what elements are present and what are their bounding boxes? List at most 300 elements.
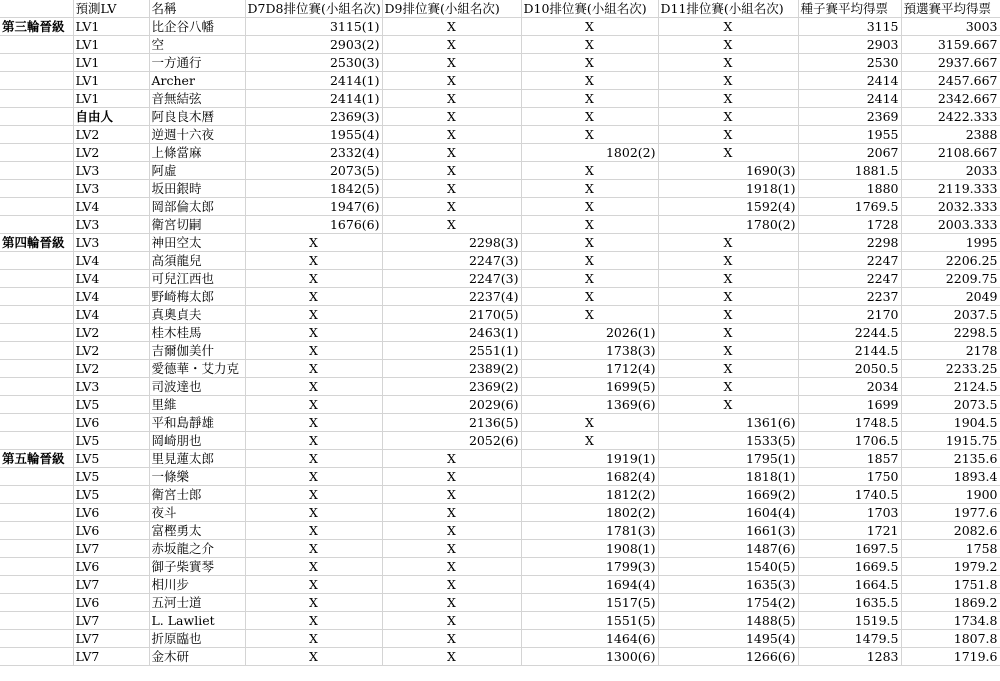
- seed-avg-cell[interactable]: 2034: [798, 378, 901, 396]
- header-cell-group[interactable]: [0, 0, 73, 18]
- d9-cell[interactable]: X: [382, 162, 521, 180]
- level-cell[interactable]: LV1: [73, 54, 149, 72]
- level-cell[interactable]: LV3: [73, 378, 149, 396]
- d7d8-cell[interactable]: 1947(6): [245, 198, 382, 216]
- level-cell[interactable]: LV5: [73, 486, 149, 504]
- group-cell[interactable]: [0, 162, 73, 180]
- prelim-avg-cell[interactable]: 2003.333: [901, 216, 1000, 234]
- d7d8-cell[interactable]: X: [245, 648, 382, 666]
- level-cell[interactable]: LV3: [73, 162, 149, 180]
- d9-cell[interactable]: 2369(2): [382, 378, 521, 396]
- d9-cell[interactable]: X: [382, 558, 521, 576]
- d10-cell[interactable]: 1781(3): [521, 522, 658, 540]
- d11-cell[interactable]: X: [658, 36, 798, 54]
- d11-cell[interactable]: X: [658, 306, 798, 324]
- name-cell[interactable]: 富樫勇太: [149, 522, 245, 540]
- level-cell[interactable]: LV2: [73, 126, 149, 144]
- d7d8-cell[interactable]: X: [245, 270, 382, 288]
- prelim-avg-cell[interactable]: 1915.75: [901, 432, 1000, 450]
- d10-cell[interactable]: 1300(6): [521, 648, 658, 666]
- name-cell[interactable]: 可兒江西也: [149, 270, 245, 288]
- level-cell[interactable]: LV1: [73, 18, 149, 36]
- d7d8-cell[interactable]: X: [245, 396, 382, 414]
- name-cell[interactable]: 岡部倫太郎: [149, 198, 245, 216]
- group-cell[interactable]: [0, 630, 73, 648]
- name-cell[interactable]: 平和島靜雄: [149, 414, 245, 432]
- d11-cell[interactable]: X: [658, 90, 798, 108]
- group-cell[interactable]: [0, 252, 73, 270]
- prelim-avg-cell[interactable]: 2135.6: [901, 450, 1000, 468]
- d9-cell[interactable]: 2247(3): [382, 252, 521, 270]
- d9-cell[interactable]: X: [382, 18, 521, 36]
- level-cell[interactable]: 自由人: [73, 108, 149, 126]
- prelim-avg-cell[interactable]: 2124.5: [901, 378, 1000, 396]
- d11-cell[interactable]: 1818(1): [658, 468, 798, 486]
- prelim-avg-cell[interactable]: 2032.333: [901, 198, 1000, 216]
- d7d8-cell[interactable]: X: [245, 540, 382, 558]
- name-cell[interactable]: 里見蓮太郎: [149, 450, 245, 468]
- level-cell[interactable]: LV3: [73, 216, 149, 234]
- d10-cell[interactable]: 2026(1): [521, 324, 658, 342]
- level-cell[interactable]: LV7: [73, 540, 149, 558]
- seed-avg-cell[interactable]: 2369: [798, 108, 901, 126]
- name-cell[interactable]: 衛宮士郎: [149, 486, 245, 504]
- d11-cell[interactable]: X: [658, 378, 798, 396]
- d9-cell[interactable]: X: [382, 594, 521, 612]
- d10-cell[interactable]: 1802(2): [521, 144, 658, 162]
- level-cell[interactable]: LV1: [73, 72, 149, 90]
- d9-cell[interactable]: X: [382, 90, 521, 108]
- d7d8-cell[interactable]: 2369(3): [245, 108, 382, 126]
- group-cell[interactable]: [0, 72, 73, 90]
- d11-cell[interactable]: 1754(2): [658, 594, 798, 612]
- seed-avg-cell[interactable]: 1881.5: [798, 162, 901, 180]
- group-cell[interactable]: [0, 576, 73, 594]
- prelim-avg-cell[interactable]: 2422.333: [901, 108, 1000, 126]
- seed-avg-cell[interactable]: 2903: [798, 36, 901, 54]
- seed-avg-cell[interactable]: 1479.5: [798, 630, 901, 648]
- d11-cell[interactable]: 1780(2): [658, 216, 798, 234]
- name-cell[interactable]: 音無結弦: [149, 90, 245, 108]
- group-cell[interactable]: [0, 180, 73, 198]
- level-cell[interactable]: LV6: [73, 504, 149, 522]
- prelim-avg-cell[interactable]: 1807.8: [901, 630, 1000, 648]
- prelim-avg-cell[interactable]: 1719.6: [901, 648, 1000, 666]
- level-cell[interactable]: LV2: [73, 342, 149, 360]
- d10-cell[interactable]: 1551(5): [521, 612, 658, 630]
- seed-avg-cell[interactable]: 1740.5: [798, 486, 901, 504]
- group-cell[interactable]: [0, 540, 73, 558]
- d7d8-cell[interactable]: X: [245, 288, 382, 306]
- d10-cell[interactable]: X: [521, 72, 658, 90]
- level-cell[interactable]: LV2: [73, 360, 149, 378]
- prelim-avg-cell[interactable]: 2298.5: [901, 324, 1000, 342]
- seed-avg-cell[interactable]: 2050.5: [798, 360, 901, 378]
- group-cell[interactable]: [0, 288, 73, 306]
- d10-cell[interactable]: X: [521, 54, 658, 72]
- seed-avg-cell[interactable]: 2247: [798, 252, 901, 270]
- d11-cell[interactable]: X: [658, 288, 798, 306]
- seed-avg-cell[interactable]: 1748.5: [798, 414, 901, 432]
- d9-cell[interactable]: X: [382, 216, 521, 234]
- d11-cell[interactable]: 1635(3): [658, 576, 798, 594]
- d7d8-cell[interactable]: X: [245, 414, 382, 432]
- name-cell[interactable]: 相川步: [149, 576, 245, 594]
- name-cell[interactable]: 阿良良木曆: [149, 108, 245, 126]
- d11-cell[interactable]: 1487(6): [658, 540, 798, 558]
- level-cell[interactable]: LV3: [73, 234, 149, 252]
- prelim-avg-cell[interactable]: 1751.8: [901, 576, 1000, 594]
- group-cell[interactable]: 第四輪晉級: [0, 234, 73, 252]
- name-cell[interactable]: 空: [149, 36, 245, 54]
- d10-cell[interactable]: X: [521, 306, 658, 324]
- name-cell[interactable]: 愛德華・艾力克: [149, 360, 245, 378]
- group-cell[interactable]: [0, 468, 73, 486]
- prelim-avg-cell[interactable]: 1758: [901, 540, 1000, 558]
- d10-cell[interactable]: 1694(4): [521, 576, 658, 594]
- d11-cell[interactable]: 1533(5): [658, 432, 798, 450]
- name-cell[interactable]: 赤坂龍之介: [149, 540, 245, 558]
- group-cell[interactable]: [0, 648, 73, 666]
- seed-avg-cell[interactable]: 2414: [798, 90, 901, 108]
- name-cell[interactable]: 五河士道: [149, 594, 245, 612]
- d9-cell[interactable]: X: [382, 72, 521, 90]
- d7d8-cell[interactable]: 2414(1): [245, 90, 382, 108]
- d9-cell[interactable]: X: [382, 180, 521, 198]
- d7d8-cell[interactable]: X: [245, 252, 382, 270]
- group-cell[interactable]: [0, 522, 73, 540]
- seed-avg-cell[interactable]: 1283: [798, 648, 901, 666]
- d10-cell[interactable]: 1802(2): [521, 504, 658, 522]
- d7d8-cell[interactable]: 2073(5): [245, 162, 382, 180]
- d10-cell[interactable]: 1738(3): [521, 342, 658, 360]
- d7d8-cell[interactable]: X: [245, 306, 382, 324]
- level-cell[interactable]: LV7: [73, 576, 149, 594]
- seed-avg-cell[interactable]: 3115: [798, 18, 901, 36]
- d10-cell[interactable]: 1908(1): [521, 540, 658, 558]
- d11-cell[interactable]: 1488(5): [658, 612, 798, 630]
- seed-avg-cell[interactable]: 1519.5: [798, 612, 901, 630]
- d11-cell[interactable]: X: [658, 270, 798, 288]
- d10-cell[interactable]: 1799(3): [521, 558, 658, 576]
- level-cell[interactable]: LV6: [73, 594, 149, 612]
- name-cell[interactable]: 上條當麻: [149, 144, 245, 162]
- prelim-avg-cell[interactable]: 2082.6: [901, 522, 1000, 540]
- seed-avg-cell[interactable]: 1699: [798, 396, 901, 414]
- d11-cell[interactable]: 1918(1): [658, 180, 798, 198]
- d11-cell[interactable]: 1540(5): [658, 558, 798, 576]
- name-cell[interactable]: Archer: [149, 72, 245, 90]
- d11-cell[interactable]: X: [658, 108, 798, 126]
- name-cell[interactable]: 比企谷八幡: [149, 18, 245, 36]
- level-cell[interactable]: LV5: [73, 450, 149, 468]
- d10-cell[interactable]: 1682(4): [521, 468, 658, 486]
- d9-cell[interactable]: 2463(1): [382, 324, 521, 342]
- seed-avg-cell[interactable]: 1697.5: [798, 540, 901, 558]
- prelim-avg-cell[interactable]: 1979.2: [901, 558, 1000, 576]
- d11-cell[interactable]: 1669(2): [658, 486, 798, 504]
- group-cell[interactable]: [0, 594, 73, 612]
- d7d8-cell[interactable]: 1955(4): [245, 126, 382, 144]
- name-cell[interactable]: 阿虛: [149, 162, 245, 180]
- prelim-avg-cell[interactable]: 1869.2: [901, 594, 1000, 612]
- d11-cell[interactable]: 1266(6): [658, 648, 798, 666]
- level-cell[interactable]: LV4: [73, 306, 149, 324]
- d11-cell[interactable]: 1661(3): [658, 522, 798, 540]
- d10-cell[interactable]: 1369(6): [521, 396, 658, 414]
- d7d8-cell[interactable]: X: [245, 432, 382, 450]
- group-cell[interactable]: [0, 558, 73, 576]
- d7d8-cell[interactable]: X: [245, 360, 382, 378]
- name-cell[interactable]: 桂木桂馬: [149, 324, 245, 342]
- d9-cell[interactable]: X: [382, 54, 521, 72]
- d11-cell[interactable]: X: [658, 18, 798, 36]
- seed-avg-cell[interactable]: 1750: [798, 468, 901, 486]
- group-cell[interactable]: [0, 36, 73, 54]
- d10-cell[interactable]: 1712(4): [521, 360, 658, 378]
- d10-cell[interactable]: 1464(6): [521, 630, 658, 648]
- d10-cell[interactable]: X: [521, 162, 658, 180]
- d11-cell[interactable]: 1361(6): [658, 414, 798, 432]
- seed-avg-cell[interactable]: 1664.5: [798, 576, 901, 594]
- d9-cell[interactable]: X: [382, 648, 521, 666]
- level-cell[interactable]: LV4: [73, 288, 149, 306]
- d9-cell[interactable]: 2237(4): [382, 288, 521, 306]
- d10-cell[interactable]: X: [521, 180, 658, 198]
- level-cell[interactable]: LV5: [73, 396, 149, 414]
- d9-cell[interactable]: X: [382, 468, 521, 486]
- prelim-avg-cell[interactable]: 2209.75: [901, 270, 1000, 288]
- prelim-avg-cell[interactable]: 2033: [901, 162, 1000, 180]
- prelim-avg-cell[interactable]: 1977.6: [901, 504, 1000, 522]
- prelim-avg-cell[interactable]: 1904.5: [901, 414, 1000, 432]
- group-cell[interactable]: [0, 360, 73, 378]
- group-cell[interactable]: [0, 126, 73, 144]
- level-cell[interactable]: LV7: [73, 612, 149, 630]
- d11-cell[interactable]: 1795(1): [658, 450, 798, 468]
- d9-cell[interactable]: X: [382, 540, 521, 558]
- prelim-avg-cell[interactable]: 2388: [901, 126, 1000, 144]
- d7d8-cell[interactable]: 2903(2): [245, 36, 382, 54]
- d10-cell[interactable]: X: [521, 288, 658, 306]
- group-cell[interactable]: [0, 90, 73, 108]
- group-cell[interactable]: 第五輪晉級: [0, 450, 73, 468]
- d9-cell[interactable]: X: [382, 522, 521, 540]
- header-cell-d7d8[interactable]: D7D8排位賽(小組名次): [245, 0, 382, 18]
- d9-cell[interactable]: 2029(6): [382, 396, 521, 414]
- d10-cell[interactable]: 1517(5): [521, 594, 658, 612]
- d11-cell[interactable]: X: [658, 324, 798, 342]
- d7d8-cell[interactable]: X: [245, 378, 382, 396]
- level-cell[interactable]: LV4: [73, 198, 149, 216]
- name-cell[interactable]: 坂田銀時: [149, 180, 245, 198]
- level-cell[interactable]: LV2: [73, 144, 149, 162]
- d7d8-cell[interactable]: 2530(3): [245, 54, 382, 72]
- group-cell[interactable]: [0, 306, 73, 324]
- d9-cell[interactable]: 2298(3): [382, 234, 521, 252]
- d7d8-cell[interactable]: 1676(6): [245, 216, 382, 234]
- d9-cell[interactable]: 2136(5): [382, 414, 521, 432]
- group-cell[interactable]: [0, 144, 73, 162]
- level-cell[interactable]: LV4: [73, 270, 149, 288]
- d10-cell[interactable]: X: [521, 126, 658, 144]
- d9-cell[interactable]: X: [382, 576, 521, 594]
- d10-cell[interactable]: X: [521, 90, 658, 108]
- prelim-avg-cell[interactable]: 2049: [901, 288, 1000, 306]
- group-cell[interactable]: [0, 324, 73, 342]
- d10-cell[interactable]: X: [521, 198, 658, 216]
- d7d8-cell[interactable]: X: [245, 324, 382, 342]
- d10-cell[interactable]: X: [521, 414, 658, 432]
- prelim-avg-cell[interactable]: 2342.667: [901, 90, 1000, 108]
- group-cell[interactable]: [0, 108, 73, 126]
- name-cell[interactable]: L. Lawliet: [149, 612, 245, 630]
- d9-cell[interactable]: X: [382, 612, 521, 630]
- d7d8-cell[interactable]: X: [245, 522, 382, 540]
- prelim-avg-cell[interactable]: 3159.667: [901, 36, 1000, 54]
- prelim-avg-cell[interactable]: 2119.333: [901, 180, 1000, 198]
- d10-cell[interactable]: X: [521, 252, 658, 270]
- d10-cell[interactable]: 1812(2): [521, 486, 658, 504]
- prelim-avg-cell[interactable]: 2937.667: [901, 54, 1000, 72]
- level-cell[interactable]: LV2: [73, 324, 149, 342]
- d11-cell[interactable]: X: [658, 54, 798, 72]
- seed-avg-cell[interactable]: 2144.5: [798, 342, 901, 360]
- d11-cell[interactable]: X: [658, 396, 798, 414]
- prelim-avg-cell[interactable]: 2178: [901, 342, 1000, 360]
- prelim-avg-cell[interactable]: 2073.5: [901, 396, 1000, 414]
- level-cell[interactable]: LV5: [73, 468, 149, 486]
- name-cell[interactable]: 里維: [149, 396, 245, 414]
- d9-cell[interactable]: 2247(3): [382, 270, 521, 288]
- d7d8-cell[interactable]: 2414(1): [245, 72, 382, 90]
- header-cell-prelim-avg[interactable]: 預選賽平均得票: [901, 0, 1000, 18]
- name-cell[interactable]: 司波達也: [149, 378, 245, 396]
- header-cell-d9[interactable]: D9排位賽(小組名次): [382, 0, 521, 18]
- level-cell[interactable]: LV1: [73, 90, 149, 108]
- seed-avg-cell[interactable]: 1669.5: [798, 558, 901, 576]
- name-cell[interactable]: 衛宮切嗣: [149, 216, 245, 234]
- seed-avg-cell[interactable]: 1880: [798, 180, 901, 198]
- group-cell[interactable]: [0, 198, 73, 216]
- level-cell[interactable]: LV6: [73, 414, 149, 432]
- d10-cell[interactable]: X: [521, 270, 658, 288]
- level-cell[interactable]: LV5: [73, 432, 149, 450]
- d10-cell[interactable]: X: [521, 18, 658, 36]
- group-cell[interactable]: 第三輪晉級: [0, 18, 73, 36]
- header-cell-d11[interactable]: D11排位賽(小組名次): [658, 0, 798, 18]
- seed-avg-cell[interactable]: 2414: [798, 72, 901, 90]
- d9-cell[interactable]: 2389(2): [382, 360, 521, 378]
- d9-cell[interactable]: X: [382, 144, 521, 162]
- prelim-avg-cell[interactable]: 2233.25: [901, 360, 1000, 378]
- name-cell[interactable]: 野崎梅太郎: [149, 288, 245, 306]
- d9-cell[interactable]: X: [382, 450, 521, 468]
- d10-cell[interactable]: X: [521, 234, 658, 252]
- d7d8-cell[interactable]: 2332(4): [245, 144, 382, 162]
- header-cell-seed-avg[interactable]: 種子賽平均得票: [798, 0, 901, 18]
- prelim-avg-cell[interactable]: 3003: [901, 18, 1000, 36]
- d7d8-cell[interactable]: X: [245, 504, 382, 522]
- name-cell[interactable]: 折原臨也: [149, 630, 245, 648]
- d11-cell[interactable]: 1690(3): [658, 162, 798, 180]
- name-cell[interactable]: 真奧貞夫: [149, 306, 245, 324]
- d9-cell[interactable]: X: [382, 126, 521, 144]
- d11-cell[interactable]: 1604(4): [658, 504, 798, 522]
- d7d8-cell[interactable]: X: [245, 450, 382, 468]
- group-cell[interactable]: [0, 504, 73, 522]
- group-cell[interactable]: [0, 216, 73, 234]
- d9-cell[interactable]: 2052(6): [382, 432, 521, 450]
- d10-cell[interactable]: X: [521, 36, 658, 54]
- seed-avg-cell[interactable]: 1728: [798, 216, 901, 234]
- seed-avg-cell[interactable]: 2237: [798, 288, 901, 306]
- seed-avg-cell[interactable]: 1635.5: [798, 594, 901, 612]
- group-cell[interactable]: [0, 342, 73, 360]
- d10-cell[interactable]: 1699(5): [521, 378, 658, 396]
- d7d8-cell[interactable]: X: [245, 234, 382, 252]
- d11-cell[interactable]: X: [658, 144, 798, 162]
- d11-cell[interactable]: X: [658, 252, 798, 270]
- d10-cell[interactable]: X: [521, 432, 658, 450]
- group-cell[interactable]: [0, 612, 73, 630]
- level-cell[interactable]: LV6: [73, 558, 149, 576]
- name-cell[interactable]: 逆週十六夜: [149, 126, 245, 144]
- d10-cell[interactable]: 1919(1): [521, 450, 658, 468]
- seed-avg-cell[interactable]: 2170: [798, 306, 901, 324]
- seed-avg-cell[interactable]: 2298: [798, 234, 901, 252]
- d7d8-cell[interactable]: X: [245, 558, 382, 576]
- prelim-avg-cell[interactable]: 2037.5: [901, 306, 1000, 324]
- group-cell[interactable]: [0, 396, 73, 414]
- header-cell-level[interactable]: 預測LV: [73, 0, 149, 18]
- d9-cell[interactable]: X: [382, 486, 521, 504]
- name-cell[interactable]: 御子柴實琴: [149, 558, 245, 576]
- seed-avg-cell[interactable]: 1955: [798, 126, 901, 144]
- group-cell[interactable]: [0, 54, 73, 72]
- seed-avg-cell[interactable]: 2244.5: [798, 324, 901, 342]
- name-cell[interactable]: 一條樂: [149, 468, 245, 486]
- d7d8-cell[interactable]: X: [245, 342, 382, 360]
- d9-cell[interactable]: X: [382, 36, 521, 54]
- d9-cell[interactable]: 2551(1): [382, 342, 521, 360]
- d7d8-cell[interactable]: X: [245, 594, 382, 612]
- level-cell[interactable]: LV7: [73, 648, 149, 666]
- prelim-avg-cell[interactable]: 1734.8: [901, 612, 1000, 630]
- d7d8-cell[interactable]: X: [245, 630, 382, 648]
- prelim-avg-cell[interactable]: 2457.667: [901, 72, 1000, 90]
- seed-avg-cell[interactable]: 1769.5: [798, 198, 901, 216]
- d11-cell[interactable]: X: [658, 342, 798, 360]
- prelim-avg-cell[interactable]: 1995: [901, 234, 1000, 252]
- prelim-avg-cell[interactable]: 2206.25: [901, 252, 1000, 270]
- seed-avg-cell[interactable]: 1857: [798, 450, 901, 468]
- header-cell-d10[interactable]: D10排位賽(小組名次): [521, 0, 658, 18]
- level-cell[interactable]: LV6: [73, 522, 149, 540]
- d11-cell[interactable]: X: [658, 360, 798, 378]
- name-cell[interactable]: 一方通行: [149, 54, 245, 72]
- d11-cell[interactable]: X: [658, 126, 798, 144]
- group-cell[interactable]: [0, 486, 73, 504]
- group-cell[interactable]: [0, 270, 73, 288]
- prelim-avg-cell[interactable]: 2108.667: [901, 144, 1000, 162]
- name-cell[interactable]: 高須龍兒: [149, 252, 245, 270]
- level-cell[interactable]: LV3: [73, 180, 149, 198]
- seed-avg-cell[interactable]: 1703: [798, 504, 901, 522]
- header-cell-name[interactable]: 名稱: [149, 0, 245, 18]
- d7d8-cell[interactable]: 1842(5): [245, 180, 382, 198]
- d11-cell[interactable]: X: [658, 234, 798, 252]
